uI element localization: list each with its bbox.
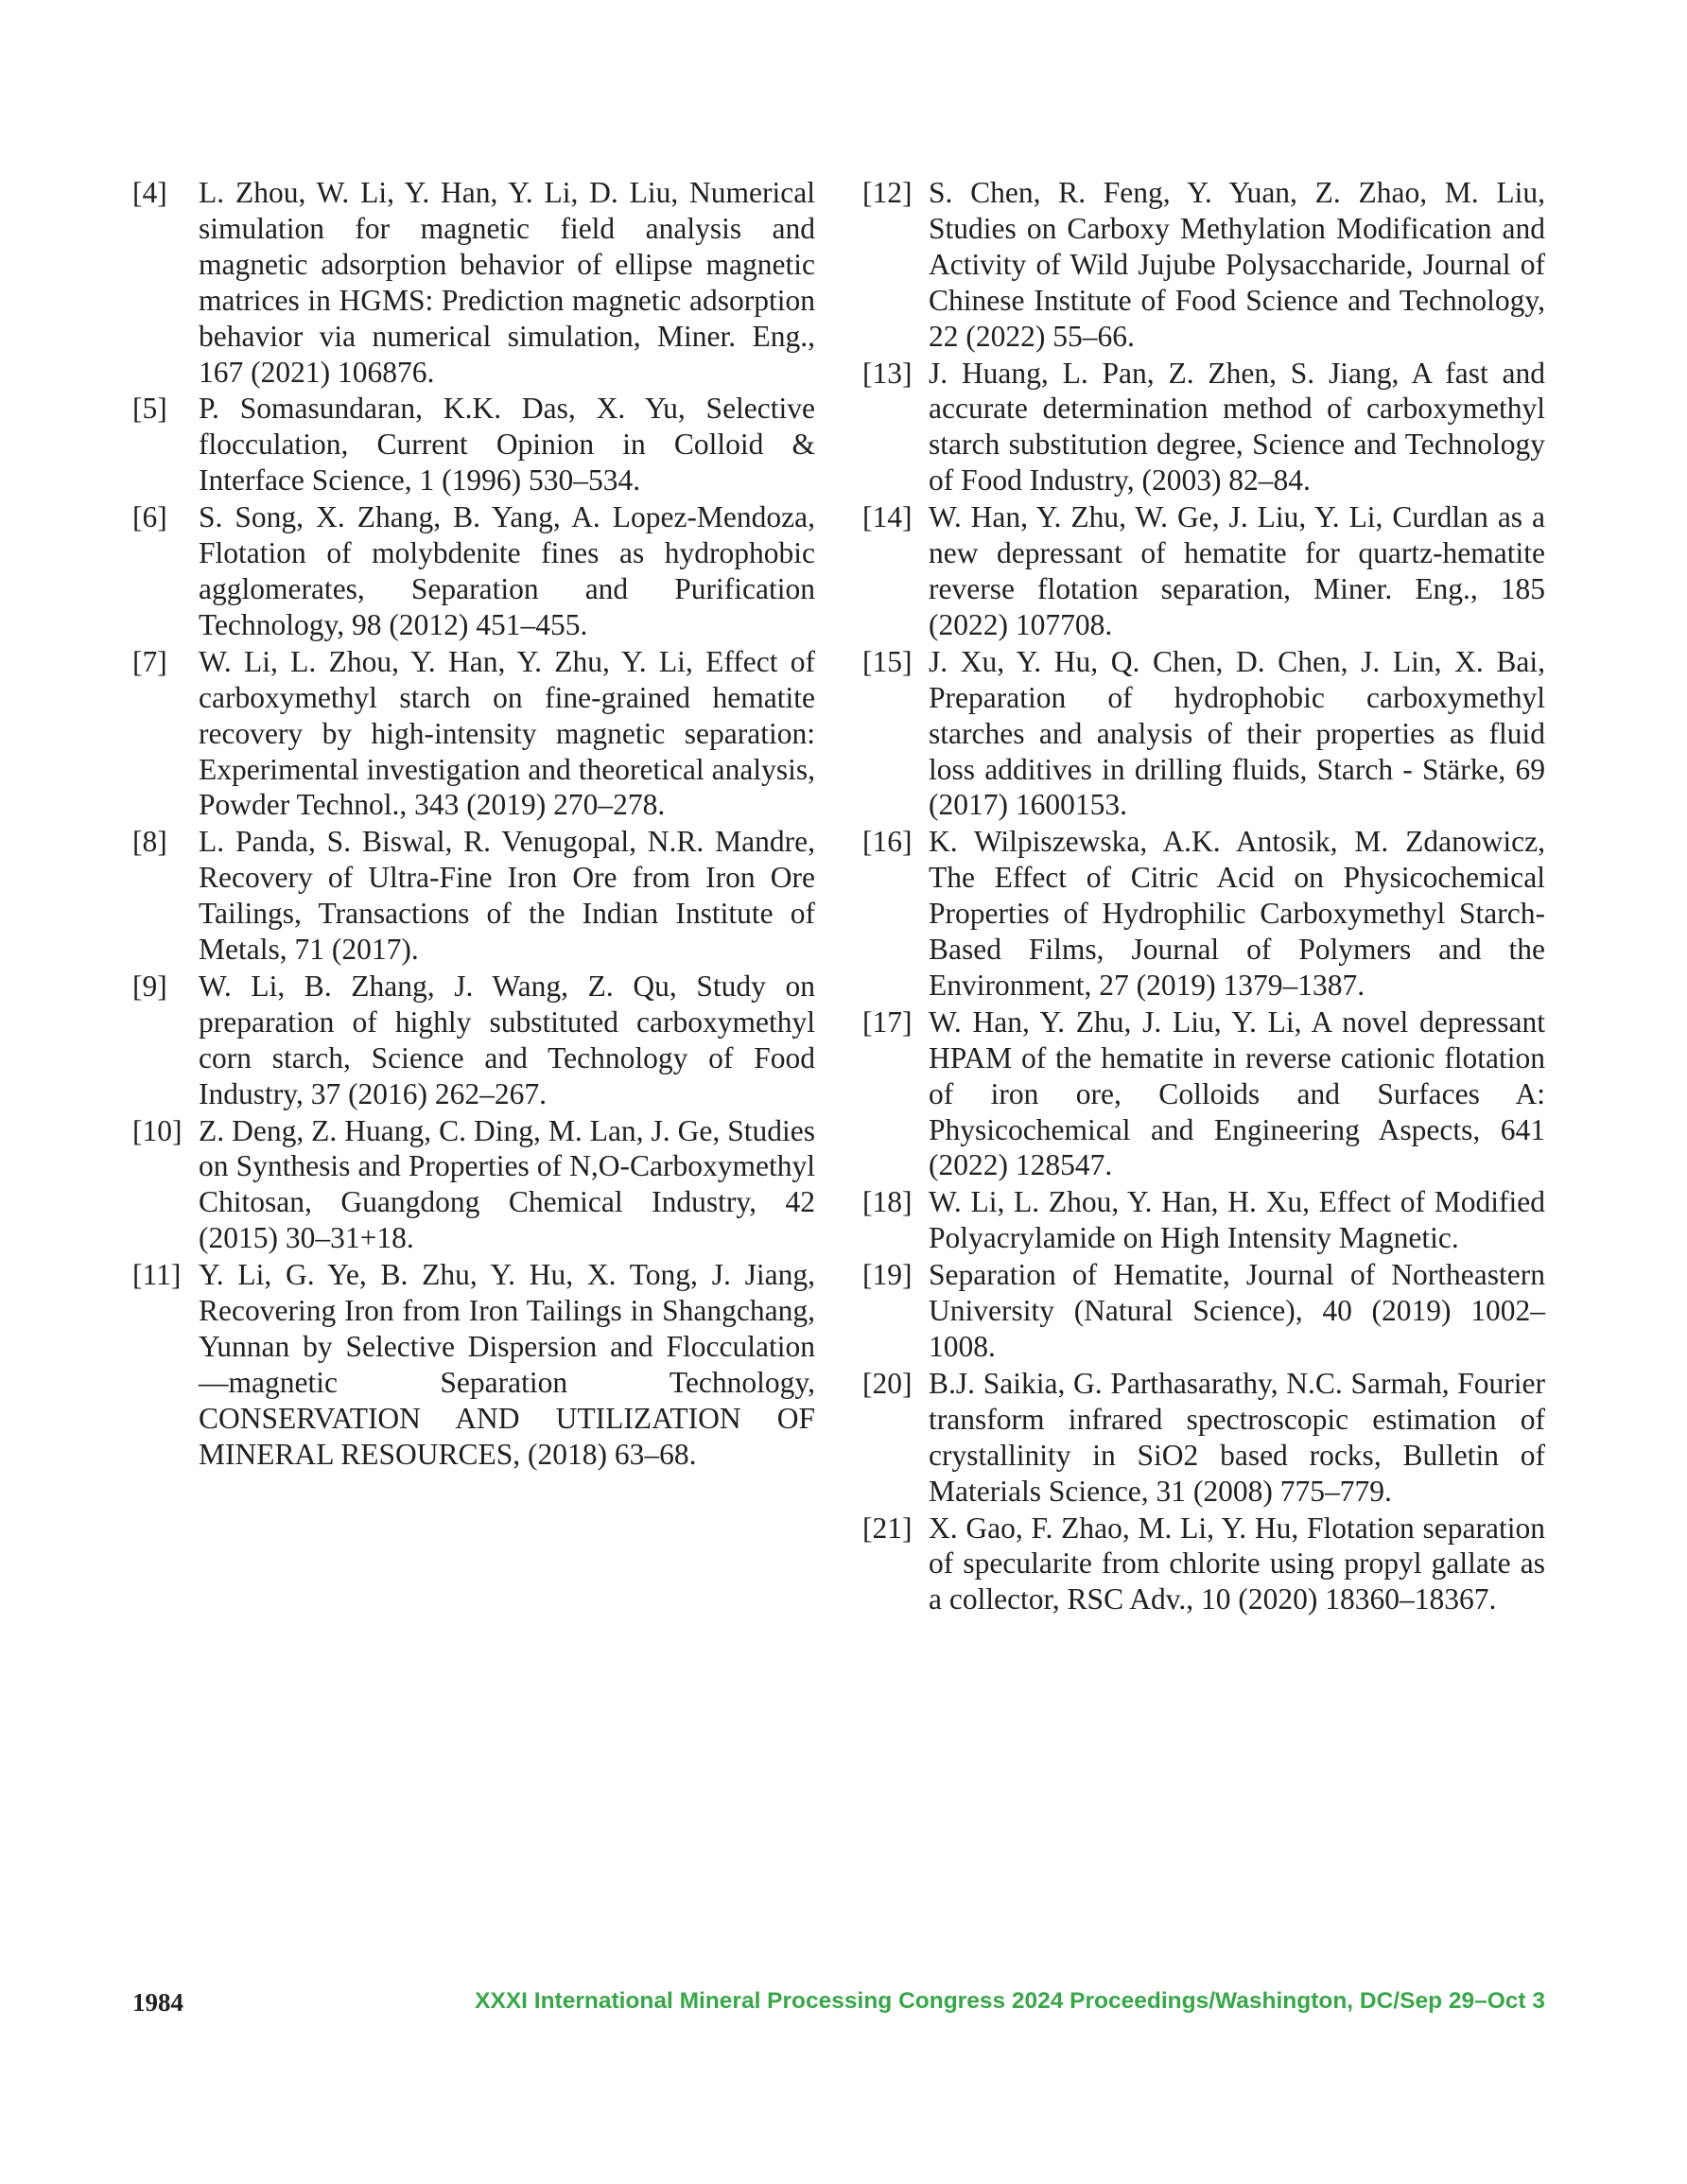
reference-item xyxy=(862,644,1545,824)
reference-item xyxy=(132,391,815,498)
reference-number: [7] xyxy=(132,644,167,678)
reference-text: J. Xu, Y. Hu, Q. Chen, D. Chen, J. Lin, X. Bai, Preparation of hydrophobic carboxymethyl starches and analysis of their properties as fluid loss additives in drilling fluids, Starch - Stärke, 69 (2017) 1600153. xyxy=(929,644,1545,822)
reference-item xyxy=(862,1257,1545,1365)
reference-text: L. Panda, S. Biswal, R. Venugopal, N.R. Mandre, Recovery of Ultra-Fine Iron Ore from Iron Ore Tailings, Transactions of the Indian Institute of Metals, 71 (2017). xyxy=(199,825,815,967)
reference-number: [19] xyxy=(862,1258,913,1292)
reference-item xyxy=(132,1113,815,1257)
reference-item xyxy=(132,499,815,643)
reference-text: X. Gao, F. Zhao, M. Li, Y. Hu, Flotation separation of specularite from chlorite using propyl gallate as a collector, RSC Adv., 10 (2020) 18360–18367. xyxy=(929,1511,1545,1616)
page-number: 1984 xyxy=(132,1988,183,2017)
reference-text: L. Zhou, W. Li, Y. Han, Y. Li, D. Liu, Numerical simulation for magnetic field analysis and magnetic adsorption behavior of ellipse magnetic matrices in HGMS: Prediction magnetic adsorption behavior via numerical simulation, Miner. Eng., 167 (2021) 106876. xyxy=(199,176,815,389)
reference-number: [8] xyxy=(132,825,167,859)
references-column-right xyxy=(862,175,1545,1618)
reference-number: [13] xyxy=(862,356,913,390)
reference-text: Z. Deng, Z. Huang, C. Ding, M. Lan, J. Ge, Studies on Synthesis and Properties of N,O-Carboxymethyl Chitosan, Guangdong Chemical Industry, 42 (2015) 30–31+18. xyxy=(199,1113,815,1255)
reference-number: [6] xyxy=(132,500,167,534)
reference-number: [18] xyxy=(862,1185,913,1219)
reference-text: Y. Li, G. Ye, B. Zhu, Y. Hu, X. Tong, J. Jiang, Recovering Iron from Iron Tailings in Shangchang, Yunnan by Selective Dispersion and Flocculation—magnetic Separation Technology, CONSERVATION AND UTILIZATION OF MINERAL RESOURCES, (2018) 63–68. xyxy=(199,1258,815,1471)
reference-number: [21] xyxy=(862,1511,913,1545)
reference-text: P. Somasundaran, K.K. Das, X. Yu, Selective flocculation, Current Opinion in Colloid & Interface Science, 1 (1996) 530–534. xyxy=(199,392,815,498)
reference-number: [5] xyxy=(132,392,167,426)
reference-text: J. Huang, L. Pan, Z. Zhen, S. Jiang, A fast and accurate determination method of carboxymethyl starch substitution degree, Science and Technology of Food Industry, (2003) 82–84. xyxy=(929,356,1545,498)
reference-item xyxy=(132,644,815,824)
reference-text: W. Li, L. Zhou, Y. Han, Y. Zhu, Y. Li, Effect of carboxymethyl starch on fine-grained hematite recovery by high-intensity magnetic separation: Experimental investigation and theoretical analysis, Powder Technol., 343 (2019) 270–278. xyxy=(199,644,815,822)
reference-item xyxy=(132,1257,815,1472)
reference-number: [17] xyxy=(862,1005,913,1039)
reference-number: [9] xyxy=(132,969,167,1003)
reference-number: [12] xyxy=(862,176,913,209)
reference-text: Separation of Hematite, Journal of Northeastern University (Natural Science), 40 (2019) 1002–1008. xyxy=(929,1258,1545,1363)
reference-item xyxy=(862,1184,1545,1256)
reference-item xyxy=(862,1005,1545,1184)
reference-number: [16] xyxy=(862,825,913,859)
reference-text: W. Han, Y. Zhu, W. Ge, J. Liu, Y. Li, Curdlan as a new depressant of hematite for quartz-hematite reverse flotation separation, Miner. Eng., 185 (2022) 107708. xyxy=(929,500,1545,641)
reference-item xyxy=(862,1366,1545,1510)
reference-text: S. Song, X. Zhang, B. Yang, A. Lopez-Mendoza, Flotation of molybdenite fines as hydrophobic agglomerates, Separation and Purification Technology, 98 (2012) 451–455. xyxy=(199,500,815,641)
reference-text: S. Chen, R. Feng, Y. Yuan, Z. Zhao, M. Liu, Studies on Carboxy Methylation Modification and Activity of Wild Jujube Polysaccharide, Journal of Chinese Institute of Food Science and Technology, 22 (2022) 55–66. xyxy=(929,176,1545,353)
page-footer xyxy=(132,1988,1545,2026)
reference-number: [20] xyxy=(862,1366,913,1400)
reference-text: K. Wilpiszewska, A.K. Antosik, M. Zdanowicz, The Effect of Citric Acid on Physicochemical Properties of Hydrophilic Carboxymethyl Starch-Based Films, Journal of Polymers and the Environment, 27 (2019) 1379–1387. xyxy=(929,825,1545,1002)
reference-number: [10] xyxy=(132,1113,183,1147)
reference-number: [4] xyxy=(132,176,167,209)
reference-item xyxy=(132,824,815,968)
reference-item xyxy=(132,175,815,390)
reference-text: W. Li, B. Zhang, J. Wang, Z. Qu, Study on preparation of highly substituted carboxymethyl corn starch, Science and Technology of Food Industry, 37 (2016) 262–267. xyxy=(199,969,815,1110)
reference-item xyxy=(862,1511,1545,1618)
reference-number: [15] xyxy=(862,644,913,678)
references-column-left xyxy=(132,175,815,1474)
reference-item xyxy=(862,499,1545,643)
reference-number: [11] xyxy=(132,1258,182,1292)
reference-item xyxy=(132,969,815,1112)
reference-item xyxy=(862,175,1545,355)
reference-number: [14] xyxy=(862,500,913,534)
reference-text: W. Li, L. Zhou, Y. Han, H. Xu, Effect of Modified Polyacrylamide on High Intensity Magnetic. xyxy=(929,1185,1545,1255)
reference-text: B.J. Saikia, G. Parthasarathy, N.C. Sarmah, Fourier transform infrared spectroscopic estimation of crystallinity in SiO2 based rocks, Bulletin of Materials Science, 31 (2008) 775–779. xyxy=(929,1366,1545,1508)
reference-item xyxy=(862,356,1545,499)
reference-item xyxy=(862,824,1545,1004)
reference-text: W. Han, Y. Zhu, J. Liu, Y. Li, A novel depressant HPAM of the hematite in reverse cationic flotation of iron ore, Colloids and Surfaces A: Physicochemical and Engineering Aspects, 641 (2022) 128547. xyxy=(929,1005,1545,1182)
footer-title: XXXI International Mineral Processing Congress 2024 Proceedings/Washington, DC/Sep 29–Oct 3 xyxy=(475,1988,1545,2014)
